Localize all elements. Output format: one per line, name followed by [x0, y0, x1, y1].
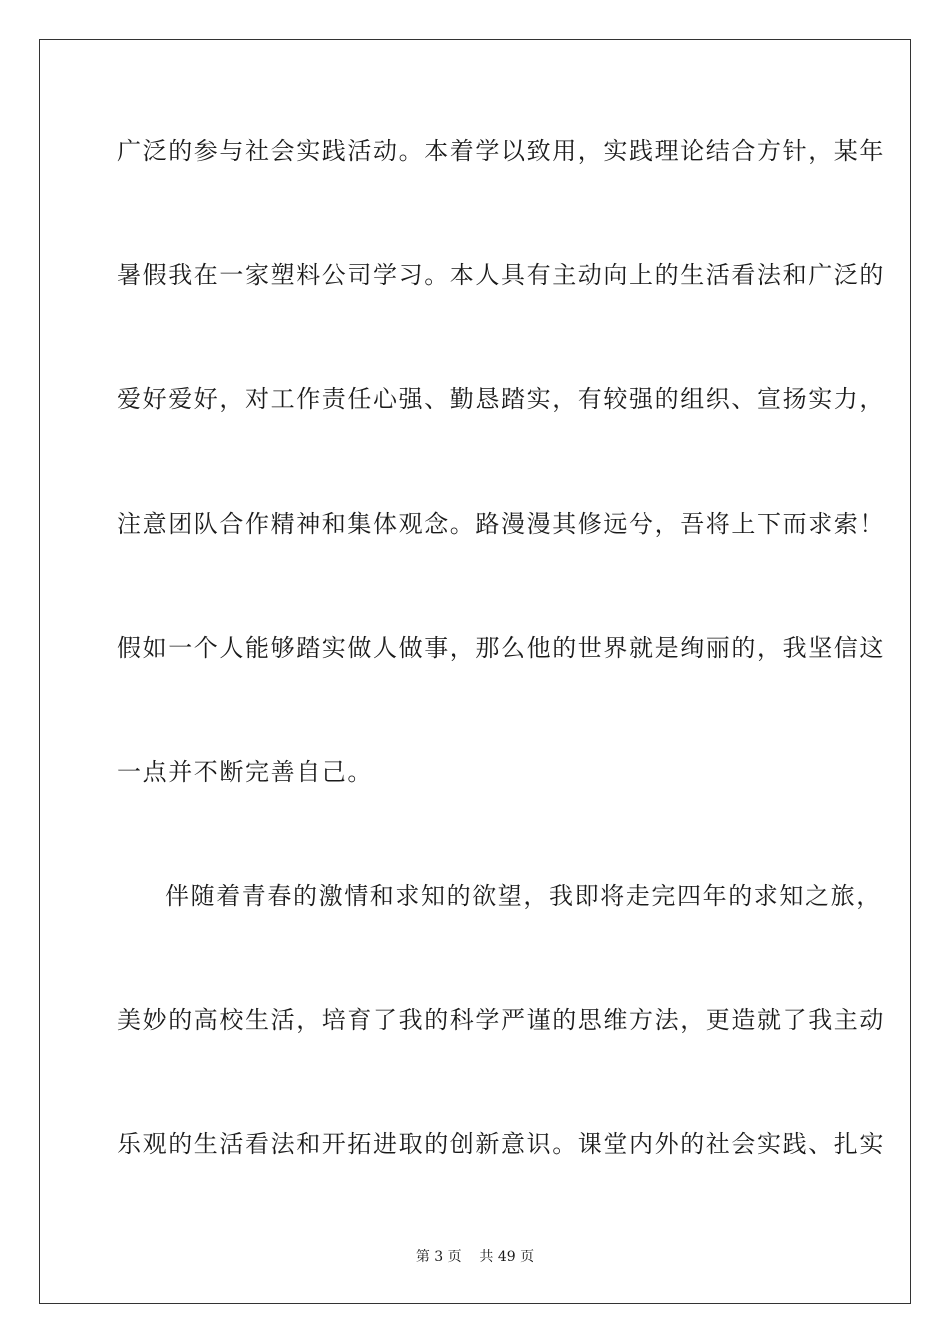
paragraph-line-indented: 伴随着青春的激情和求知的欲望，我即将走完四年的求知之旅， [165, 882, 882, 910]
paragraph-line: 乐观的生活看法和开拓进取的创新意识。课堂内外的社会实践、扎实 [117, 1130, 885, 1158]
page-frame [39, 39, 911, 1304]
paragraph-line: 美妙的高校生活，培育了我的科学严谨的思维方法，更造就了我主动 [117, 1006, 885, 1034]
paragraph-line: 暑假我在一家塑料公司学习。本人具有主动向上的生活看法和广泛的 [117, 261, 885, 289]
paragraph-line: 爱好爱好，对工作责任心强、勤恳踏实，有较强的组织、宣扬实力， [117, 385, 885, 413]
paragraph-line: 一点并不断完善自己。 [117, 758, 373, 786]
page-number-footer: 第 3 页 共 49 页 [415, 1249, 535, 1265]
paragraph-line: 注意团队合作精神和集体观念。路漫漫其修远兮，吾将上下而求索！ [117, 510, 885, 538]
paragraph-line: 广泛的参与社会实践活动。本着学以致用，实践理论结合方针，某年 [117, 137, 885, 165]
paragraph-line: 假如一个人能够踏实做人做事，那么他的世界就是绚丽的，我坚信这 [117, 634, 885, 662]
